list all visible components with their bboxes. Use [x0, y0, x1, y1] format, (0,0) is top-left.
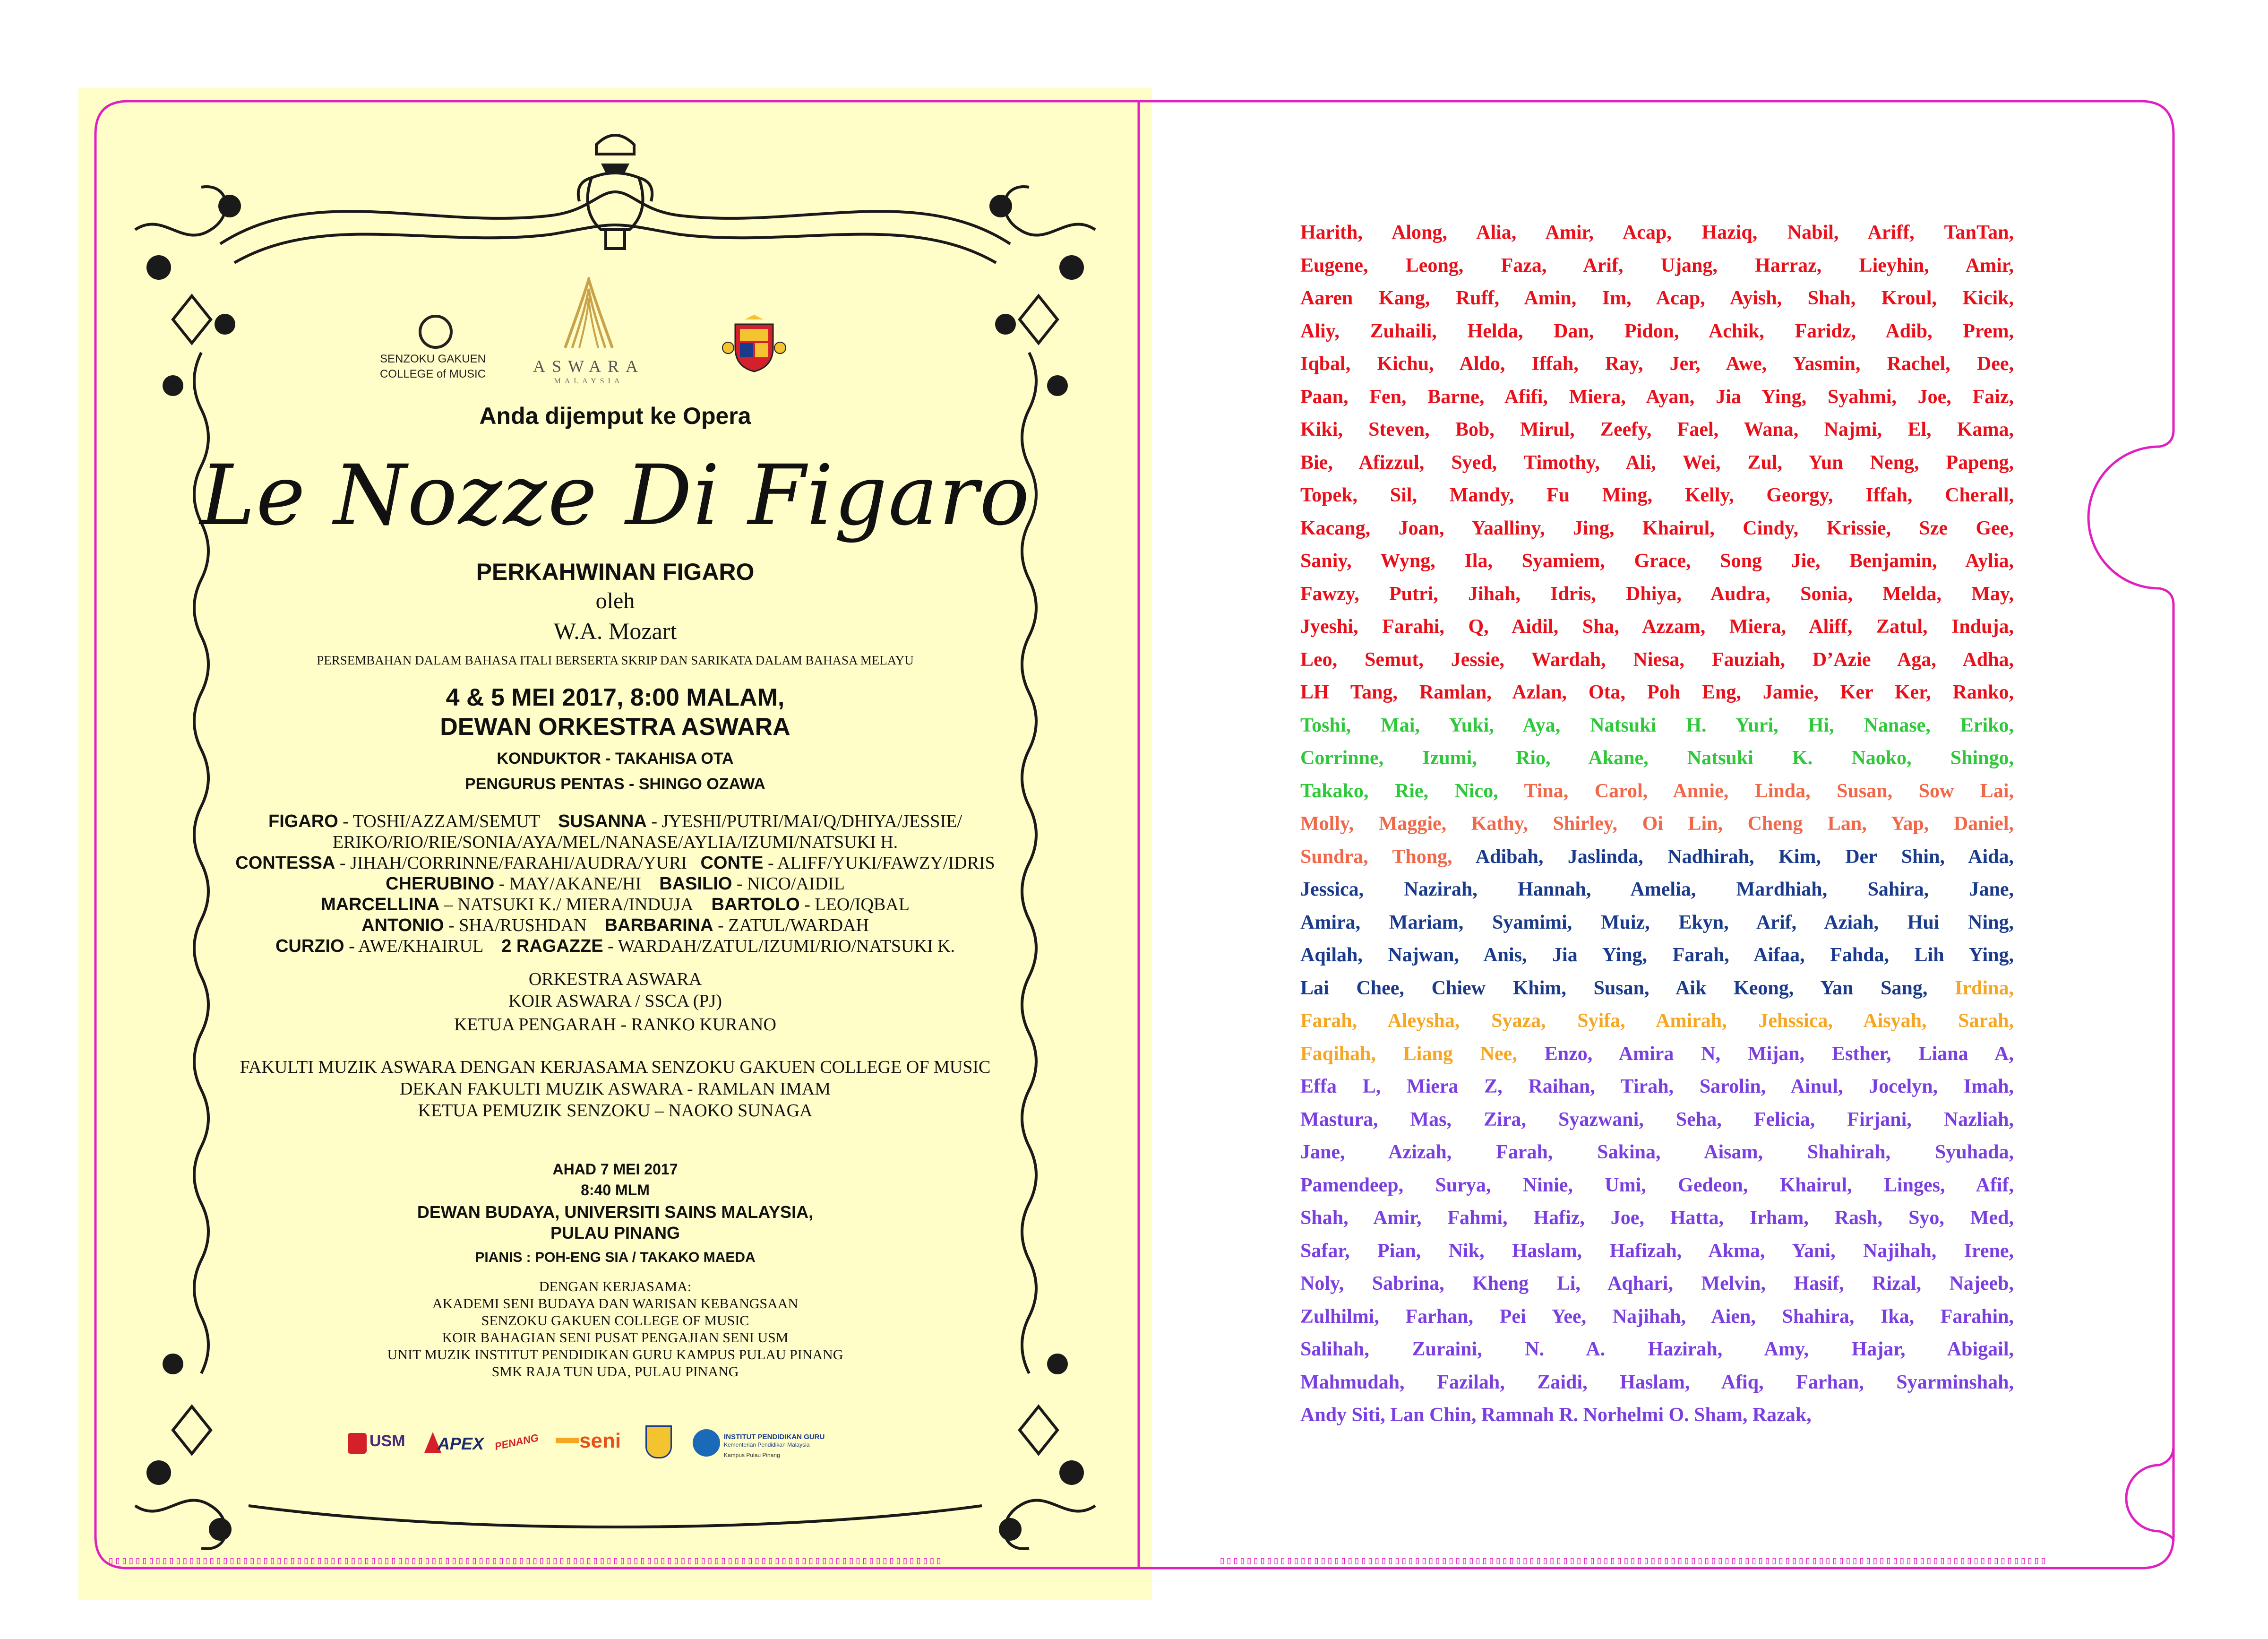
name-group: Safar, Pian, Nik, Haslam, Hafizah, Akma, Yani, Najihah, Irene, [1300, 1240, 2014, 1262]
pianists-credit: PIANIS : POH-ENG SIA / TAKAKO MAEDA [475, 1250, 756, 1265]
thank-you-name-list [1300, 216, 2014, 1432]
malaysia-crest-icon [721, 315, 787, 376]
name-group: Lai Chee, Chiew Khim, Susan, Aik Keong, Yan Sang, [1300, 977, 1955, 999]
seni-logo [556, 1428, 627, 1457]
senzoku-subname: COLLEGE of MUSIC [379, 368, 486, 380]
name-list-line [1300, 315, 2014, 348]
aswara-name: ASWARA [533, 357, 644, 376]
cast-line-3: CONTESSA - JIHAH/CORRINNE/FARAHI/AUDRA/YURI CONTE - ALIFF/YUKI/FAWZY/IDRIS [235, 853, 995, 873]
name-group: Corrinne, Izumi, Rio, Akane, Natsuki K. Naoko, Shingo, [1300, 747, 2014, 769]
name-list-line [1300, 1038, 2014, 1071]
usm-wordmark: USM [369, 1432, 405, 1450]
name-group: Jyeshi, Farahi, Q, Aidil, Sha, Azzam, Miera, Aliff, Zatul, Induja, [1300, 616, 2014, 638]
perforation-right: ▯▯▯▯▯▯▯▯▯▯▯▯▯▯▯▯▯▯▯▯▯▯▯▯▯▯▯▯▯▯▯▯▯▯▯▯▯▯▯▯▯▯▯▯▯▯▯▯▯▯▯▯▯▯▯▯▯▯▯▯▯▯▯▯▯▯▯▯▯▯▯▯▯▯▯▯▯▯▯▯▯▯▯▯▯▯▯▯▯▯▯▯▯▯▯▯▯▯▯▯▯▯▯▯▯▯▯▯▯▯▯▯▯▯▯▯▯▯▯▯▯▯▯ [1219, 1555, 2047, 1567]
name-group: Iqbal, Kichu, Aldo, Iffah, Ray, Jer, Awe, Yasmin, Rachel, Dee, [1300, 353, 2014, 375]
by-label: oleh [595, 588, 635, 613]
partner-line: SENZOKU GAKUEN COLLEGE OF MUSIC [481, 1313, 749, 1328]
name-list-line [1300, 1399, 2014, 1432]
partner-line: UNIT MUZIK INSTITUT PENDIDIKAN GURU KAMPUS PULAU PINANG [387, 1347, 843, 1363]
name-list-line [1300, 742, 2014, 775]
name-group: Noly, Sabrina, Kheng Li, Aqhari, Melvin, Hasif, Rizal, Najeeb, [1300, 1273, 2014, 1294]
name-group: Aaren Kang, Ruff, Amin, Im, Acap, Ayish, Shah, Kroul, Kicik, [1300, 287, 2014, 309]
name-list-line [1300, 282, 2014, 315]
name-list-line [1300, 1202, 2014, 1235]
penang-wordmark: PENANG [493, 1432, 540, 1453]
name-group: Aliy, Zuhaili, Helda, Dan, Pidon, Achik, Faridz, Adib, Prem, [1300, 320, 2014, 342]
name-group: Jane, Azizah, Farah, Sakina, Aisam, Shahirah, Syuhada, [1300, 1141, 2014, 1163]
performance-venue: DEWAN ORKESTRA ASWARA [440, 713, 790, 741]
name-list-line [1300, 1366, 2014, 1399]
name-group: Faqihah, Liang Nee, [1300, 1043, 1545, 1065]
name-list-line [1300, 1169, 2014, 1202]
conductor-credit: KONDUKTOR - TAKAHISA OTA [497, 750, 734, 768]
name-group: Fawzy, Putri, Jihah, Idris, Dhiya, Audra, Sonia, Melda, May, [1300, 583, 2014, 605]
name-group: Paan, Fen, Barne, Afifi, Miera, Ayan, Jia Ying, Syahmi, Joe, Faiz, [1300, 386, 2014, 408]
name-list-line [1300, 512, 2014, 545]
name-group: Kacang, Joan, Yaalliny, Jing, Khairul, Cindy, Krissie, Sze Gee, [1300, 517, 2014, 539]
opera-poster [78, 88, 1152, 1600]
name-list-line [1300, 841, 2014, 874]
name-list-line [1300, 447, 2014, 480]
cast-line-6: ANTONIO - SHA/RUSHDAN BARBARINA - ZATUL/WARDAH [361, 915, 869, 935]
cast-line-5: MARCELLINA – NATSUKI K./ MIERA/INDUJA BARTOLO - LEO/IQBAL [321, 895, 910, 914]
name-group: Leo, Semut, Jessie, Wardah, Niesa, Fauziah, D’Azie Aga, Adha, [1300, 648, 2014, 671]
name-group: Farah, Aleysha, Syaza, Syifa, Amirah, Jehssica, Aisyah, Sarah, [1300, 1010, 2014, 1032]
director-credit: KETUA PENGARAH - RANKO KURANO [454, 1015, 776, 1035]
penang-venue: DEWAN BUDAYA, UNIVERSITI SAINS MALAYSIA, [417, 1202, 814, 1222]
name-list-line [1300, 1104, 2014, 1137]
name-group: Toshi, Mai, Yuki, Aya, Natsuki H. Yuri, Hi, Nanase, Eriko, [1300, 714, 2014, 736]
name-group: Takako, Rie, Nico, [1300, 780, 1524, 802]
name-group: Irdina, [1955, 977, 2014, 999]
invitation-line: Anda dijemput ke Opera [479, 403, 751, 429]
name-list-line [1300, 808, 2014, 841]
aswara-country: MALAYSIA [554, 377, 624, 385]
partners-heading: DENGAN KERJASAMA: [539, 1279, 692, 1294]
choir-credit: KOIR ASWARA / SSCA (PJ) [508, 991, 722, 1011]
name-group: Topek, Sil, Mandy, Fu Ming, Kelly, Georgy, Iffah, Cherall, [1300, 484, 2014, 506]
name-group: Jessica, Nazirah, Hannah, Amelia, Mardhiah, Sahira, Jane, [1300, 879, 2014, 900]
penang-logo [493, 1432, 551, 1456]
name-list-line [1300, 939, 2014, 972]
name-list-line [1300, 1268, 2014, 1301]
name-list-line [1300, 1136, 2014, 1169]
name-group: Aqilah, Najwan, Anis, Jia Ying, Farah, Aifaa, Fahda, Lih Ying, [1300, 944, 2014, 966]
ipg-line-2: Kementerian Pendidikan Malaysia [724, 1441, 810, 1448]
aswara-logo [556, 277, 622, 353]
name-group: Adibah, Jaslinda, Nadhirah, Kim, Der Shin, Aida, [1475, 845, 2014, 868]
cast-line-7: CURZIO - AWE/KHAIRUL 2 RAGAZZE - WARDAH/ZATUL/IZUMI/RIO/NATSUKI K. [275, 936, 955, 956]
name-list-line [1300, 479, 2014, 512]
name-group: Eugene, Leong, Faza, Arif, Ujang, Harraz, Lieyhin, Amir, [1300, 254, 2014, 276]
collaboration-line-1: FAKULTI MUZIK ASWARA DENGAN KERJASAMA SENZOKU GAKUEN COLLEGE OF MUSIC [240, 1057, 991, 1077]
ipg-line-3: Kampus Pulau Pinang [724, 1452, 780, 1458]
name-list-line [1300, 216, 2014, 250]
perforation-left: ▯▯▯▯▯▯▯▯▯▯▯▯▯▯▯▯▯▯▯▯▯▯▯▯▯▯▯▯▯▯▯▯▯▯▯▯▯▯▯▯▯▯▯▯▯▯▯▯▯▯▯▯▯▯▯▯▯▯▯▯▯▯▯▯▯▯▯▯▯▯▯▯▯▯▯▯▯▯▯▯▯▯▯▯▯▯▯▯▯▯▯▯▯▯▯▯▯▯▯▯▯▯▯▯▯▯▯▯▯▯▯▯▯▯▯▯▯▯▯▯▯▯▯▯ [108, 1555, 943, 1567]
composer-name: W.A. Mozart [553, 618, 677, 644]
name-group: Kiki, Steven, Bob, Mirul, Zeefy, Fael, Wana, Najmi, El, Kama, [1300, 419, 2014, 440]
name-list-line [1300, 414, 2014, 447]
name-list-line [1300, 611, 2014, 644]
cast-line-2: ERIKO/RIO/RIE/SONIA/AYA/MEL/NANASE/AYLIA/IZUMI/NATSUKI H. [332, 832, 898, 852]
ipg-emblem-icon [693, 1429, 720, 1457]
partner-line: KOIR BAHAGIAN SENI PUSAT PENGAJIAN SENI USM [442, 1330, 789, 1346]
name-list-line [1300, 1333, 2014, 1366]
name-list-line [1300, 873, 2014, 906]
name-group: Sundra, Thong, [1300, 845, 1476, 868]
name-list-line [1300, 775, 2014, 808]
name-list-line [1300, 578, 2014, 611]
ipg-logo [693, 1425, 844, 1463]
opera-subtitle: PERKAHWINAN FIGARO [476, 559, 755, 585]
opera-title: Le Nozze Di Figaro [200, 447, 1031, 544]
name-group: Shah, Amir, Fahmi, Hafiz, Joe, Hatta, Irham, Rash, Syo, Med, [1300, 1207, 2014, 1229]
name-list-line [1300, 545, 2014, 578]
name-group: Bie, Afizzul, Syed, Timothy, Ali, Wei, Zul, Yun Neng, Papeng, [1300, 451, 2014, 474]
stage-manager-credit: PENGURUS PENTAS - SHINGO OZAWA [465, 775, 765, 793]
ipg-line-1: INSTITUT PENDIDIKAN GURU [724, 1433, 825, 1441]
name-group: Enzo, Amira N, Mijan, Esther, Liana A, [1544, 1043, 2014, 1065]
penang-state: PULAU PINANG [550, 1223, 680, 1242]
name-group: Mastura, Mas, Zira, Syazwani, Seha, Felicia, Firjani, Nazliah, [1300, 1108, 2014, 1130]
penang-date: AHAD 7 MEI 2017 [552, 1161, 678, 1178]
seni-wordmark: seni [579, 1429, 621, 1452]
name-group: Effa L, Miera Z, Raihan, Tirah, Sarolin, Ainul, Jocelyn, Imah, [1300, 1076, 2014, 1097]
language-note: PERSEMBAHAN DALAM BAHASA ITALI BERSERTA SKRIP DAN SARIKATA DALAM BAHASA MELAYU [317, 653, 914, 667]
performance-date: 4 & 5 MEI 2017, 8:00 MALAM, [446, 684, 785, 711]
name-list-line [1300, 906, 2014, 940]
penang-time: 8:40 MLM [581, 1182, 650, 1199]
name-group: Molly, Maggie, Kathy, Shirley, Oi Lin, Cheng Lan, Yap, Daniel, [1300, 813, 2014, 835]
name-list-line [1300, 1070, 2014, 1104]
usm-logo [348, 1430, 414, 1458]
name-list-line [1300, 381, 2014, 414]
collaboration-line-2: DEKAN FAKULTI MUZIK ASWARA - RAMLAN IMAM [399, 1079, 831, 1099]
senzoku-logo [419, 315, 453, 349]
name-list-line [1300, 1301, 2014, 1334]
name-group: Zulhilmi, Farhan, Pei Yee, Najihah, Aien, Shahira, Ika, Farahin, [1300, 1305, 2014, 1328]
partner-line: AKADEMI SENI BUDAYA DAN WARISAN KEBANGSAAN [432, 1296, 799, 1311]
name-list-line [1300, 1005, 2014, 1038]
apex-wordmark: APEX [438, 1434, 484, 1453]
name-group: Tina, Carol, Annie, Linda, Susan, Sow Lai, [1524, 780, 2014, 802]
name-group: Saniy, Wyng, Ila, Syamiem, Grace, Song Jie, Benjamin, Aylia, [1300, 550, 2014, 572]
name-list-line [1300, 709, 2014, 742]
name-group: Salihah, Zuraini, N. A. Hazirah, Amy, Hajar, Abigail, [1300, 1338, 2014, 1360]
school-crest-icon [645, 1425, 672, 1458]
name-list-line [1300, 676, 2014, 709]
name-list-line [1300, 1235, 2014, 1268]
name-list-line [1300, 644, 2014, 677]
name-group: Pamendeep, Surya, Ninie, Umi, Gedeon, Khairul, Linges, Afif, [1300, 1174, 2014, 1196]
collaboration-line-3: KETUA PEMUZIK SENZOKU – NAOKO SUNAGA [418, 1101, 813, 1121]
orchestra-credit: ORKESTRA ASWARA [528, 969, 702, 989]
name-list-line [1300, 348, 2014, 381]
cast-line-1: FIGARO - TOSHI/AZZAM/SEMUT SUSANNA - JYESHI/PUTRI/MAI/Q/DHIYA/JESSIE/ [268, 811, 962, 831]
name-group: LH Tang, Ramlan, Azlan, Ota, Poh Eng, Jamie, Ker Ker, Ranko, [1300, 681, 2014, 703]
senzoku-name: SENZOKU GAKUEN [379, 353, 486, 365]
name-list-line [1300, 972, 2014, 1005]
name-group: Amira, Mariam, Syamimi, Muiz, Ekyn, Arif, Aziah, Hui Ning, [1300, 911, 2014, 933]
cast-line-4: CHERUBINO - MAY/AKANE/HI BASILIO - NICO/AIDIL [386, 874, 845, 894]
partner-line: SMK RAJA TUN UDA, PULAU PINANG [491, 1364, 739, 1380]
name-group: Mahmudah, Fazilah, Zaidi, Haslam, Afiq, Farhan, Syarminshah, [1300, 1371, 2014, 1393]
name-list-line [1300, 250, 2014, 283]
name-group: Harith, Along, Alia, Amir, Acap, Haziq, Nabil, Ariff, TanTan, [1300, 222, 2014, 243]
name-group: Andy Siti, Lan Chin, Ramnah R. Norhelmi O. Sham, Razak, [1300, 1404, 1812, 1426]
